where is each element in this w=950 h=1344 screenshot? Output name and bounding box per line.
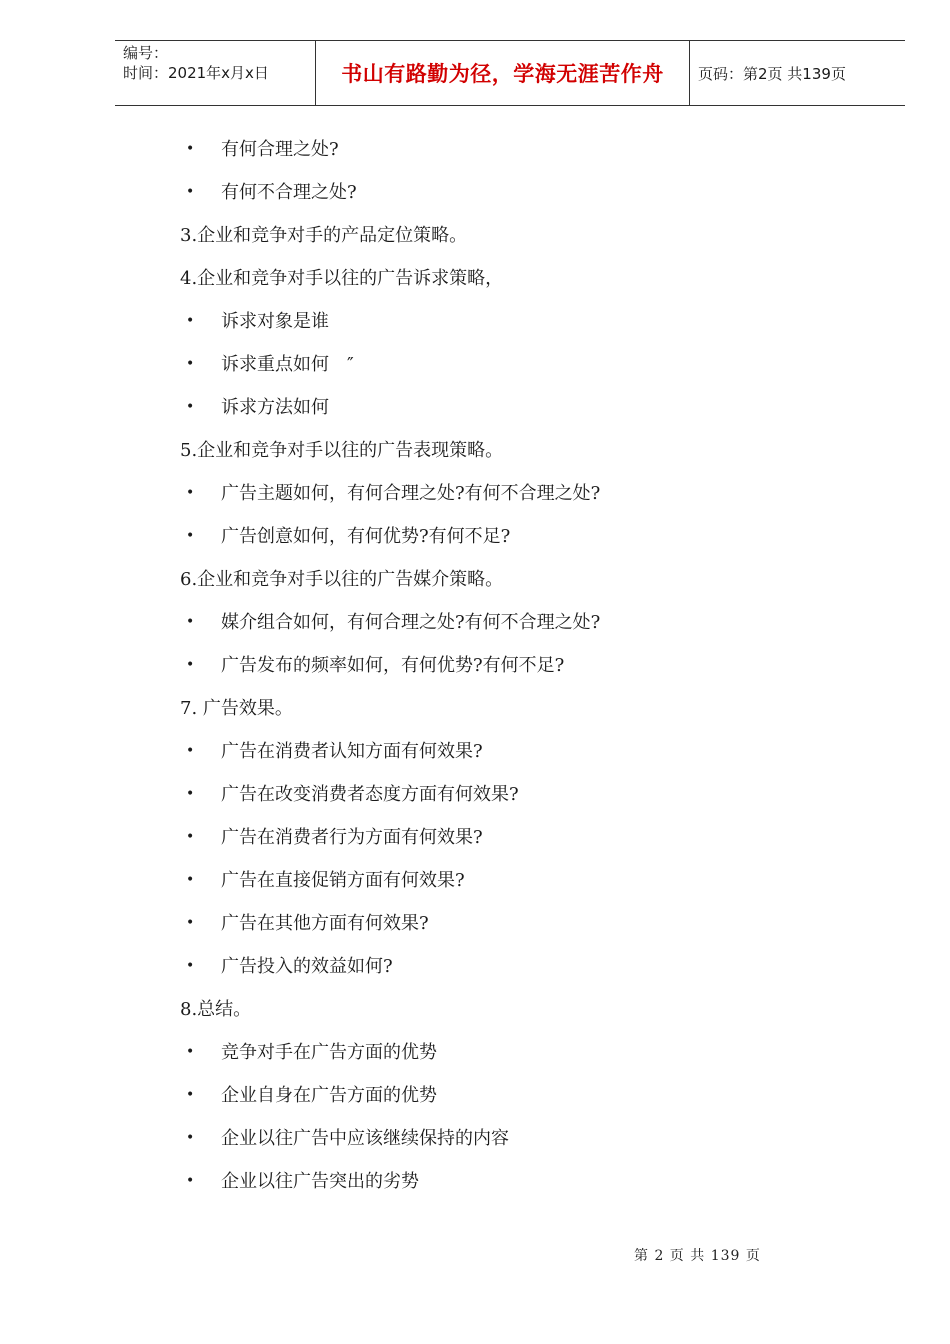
section-heading: 7. 广告效果。 <box>180 698 293 719</box>
bullet-dot-icon: • <box>186 485 195 501</box>
bullet-text: 企业以往广告中应该继续保持的内容 <box>221 1128 509 1149</box>
bullet-item <box>180 730 880 773</box>
section-heading: 8.总结。 <box>180 999 252 1020</box>
bullet-item <box>180 386 880 429</box>
bullet-dot-icon: • <box>186 399 195 415</box>
bullet-dot-icon: • <box>186 1173 195 1189</box>
bullet-dot-icon: • <box>186 1087 195 1103</box>
bullet-item <box>180 859 880 902</box>
bullet-dot-icon: • <box>186 872 195 888</box>
bullet-dot-icon: • <box>186 743 195 759</box>
section-heading: 6.企业和竞争对手以往的广告媒介策略。 <box>180 569 504 590</box>
bullet-dot-icon: • <box>186 356 195 372</box>
bullet-item <box>180 773 880 816</box>
bullet-dot-icon: • <box>186 141 195 157</box>
header-motto: 书山有路勤为径，学海无涯苦作舟 <box>316 41 690 105</box>
bullet-text: 广告主题如何，有何合理之处?有何不合理之处? <box>221 483 601 504</box>
bullet-item <box>180 515 880 558</box>
bullet-dot-icon: • <box>186 915 195 931</box>
bullet-item <box>180 1031 880 1074</box>
bullet-dot-icon: • <box>186 614 195 630</box>
bullet-item <box>180 902 880 945</box>
bullet-text: 广告在改变消费者态度方面有何效果? <box>221 784 519 805</box>
bullet-text: 广告创意如何，有何优势?有何不足? <box>221 526 511 547</box>
bullet-item <box>180 128 880 171</box>
bullet-dot-icon: • <box>186 786 195 802</box>
bullet-item <box>180 1074 880 1117</box>
bullet-text: 诉求对象是谁 <box>221 311 329 332</box>
page-header <box>115 40 905 106</box>
bullet-item <box>180 601 880 644</box>
bullet-item <box>180 300 880 343</box>
bullet-text: 广告在其他方面有何效果? <box>221 913 429 934</box>
bullet-text: 广告发布的频率如何，有何优势?有何不足? <box>221 655 565 676</box>
bullet-item <box>180 171 880 214</box>
bullet-item <box>180 945 880 988</box>
bullet-text: 有何合理之处? <box>221 139 339 160</box>
bullet-dot-icon: • <box>186 958 195 974</box>
bullet-text: 广告在消费者行为方面有何效果? <box>221 827 483 848</box>
bullet-text: 广告在直接促销方面有何效果? <box>221 870 465 891</box>
bullet-dot-icon: • <box>186 657 195 673</box>
section-heading: 4.企业和竞争对手以往的广告诉求策略， <box>180 268 504 289</box>
document-date-label: 时间：2021年x月x日 <box>123 64 269 82</box>
section-heading: 5.企业和竞争对手以往的广告表现策略。 <box>180 440 504 461</box>
document-number-label: 编号： <box>123 44 169 62</box>
bullet-item <box>180 343 880 386</box>
bullet-text: 有何不合理之处? <box>221 182 357 203</box>
bullet-dot-icon: • <box>186 184 195 200</box>
bullet-item <box>180 1117 880 1160</box>
bullet-text: 诉求方法如何 <box>221 397 329 418</box>
bullet-dot-icon: • <box>186 829 195 845</box>
bullet-item <box>180 1160 880 1203</box>
header-meta <box>115 41 316 105</box>
bullet-text: 企业自身在广告方面的优势 <box>221 1085 437 1106</box>
bullet-item <box>180 472 880 515</box>
bullet-text: 诉求重点如何 ″ <box>221 354 354 375</box>
bullet-item <box>180 816 880 859</box>
bullet-dot-icon: • <box>186 313 195 329</box>
header-page-info: 页码：第2页 共139页 <box>698 64 846 83</box>
bullet-dot-icon: • <box>186 1044 195 1060</box>
bullet-text: 媒介组合如何，有何合理之处?有何不合理之处? <box>221 612 601 633</box>
page-footer: 第 2 页 共 139 页 <box>634 1248 761 1264</box>
bullet-text: 广告投入的效益如何? <box>221 956 393 977</box>
document-body <box>180 128 880 1203</box>
section-heading: 3.企业和竞争对手的产品定位策略。 <box>180 225 468 246</box>
bullet-dot-icon: • <box>186 1130 195 1146</box>
bullet-item <box>180 644 880 687</box>
bullet-text: 广告在消费者认知方面有何效果? <box>221 741 483 762</box>
bullet-dot-icon: • <box>186 528 195 544</box>
bullet-text: 竞争对手在广告方面的优势 <box>221 1042 437 1063</box>
bullet-text: 企业以往广告突出的劣势 <box>221 1171 419 1192</box>
